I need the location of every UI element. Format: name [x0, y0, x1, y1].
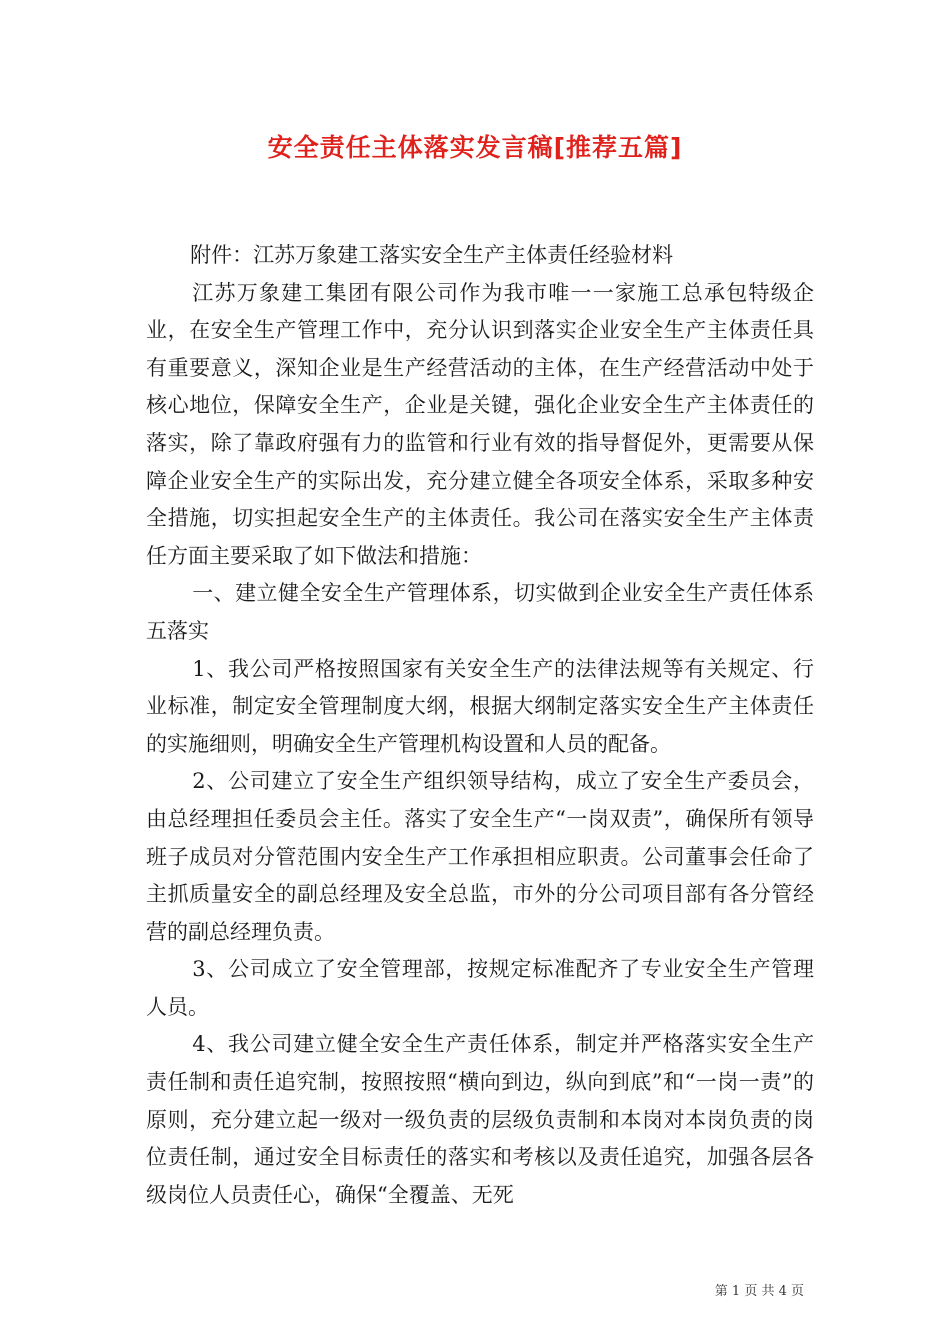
page-number-footer: 第 1 页 共 4 页 [714, 1284, 804, 1299]
paragraph-intro: 江苏万象建工集团有限公司作为我市唯一一家施工总承包特级企业，在安全生产管理工作中，充分认识到落实企业安全生产主体责任具有重要意义，深知企业是生产经营活动的主体，在生产经营活动中处于核心地位，保障安全生产，企业是关键，强化企业安全生产主体责任的落实，除了靠政府强有力的监管和行业有效的指导督促外，更需要从保障企业安全生产的实际出发，充分建立健全各项安全体系，采取多种安全措施，切实担起安全生产的主体责任。我公司在落实安全生产主体责任方面主要采取了如下做法和措施： [146, 280, 814, 568]
paragraph-section-heading: 一、建立健全安全生产管理体系，切实做到企业安全生产责任体系五落实 [146, 581, 814, 643]
paragraph-item-1: 1、我公司严格按照国家有关安全生产的法律法规等有关规定、行业标准，制定安全管理制度大纲，根据大纲制定落实安全生产主体责任的实施细则，明确安全生产管理机构设置和人员的配备。 [146, 656, 814, 756]
paragraph-item-4: 4、我公司建立健全安全生产责任体系，制定并严格落实安全生产责任制和责任追究制，按照按照“横向到边，纵向到底”和“一岗一责”的原则，充分建立起一级对一级负责的层级负责制和本岗对本岗负责的岗位责任制，通过安全目标责任的落实和考核以及责任追究，加强各层各级岗位人员责任心，确保“全覆盖、无死 [146, 1032, 814, 1207]
paragraph-item-2: 2、公司建立了安全生产组织领导结构，成立了安全生产委员会，由总经理担任委员会主任。落实了安全生产“一岗双责”，确保所有领导班子成员对分管范围内安全生产工作承担相应职责。公司董事会任命了主抓质量安全的副总经理及安全总监，市外的分公司项目部有各分管经营的副总经理负责。 [146, 769, 814, 944]
paragraph-annex: 附件：江苏万象建工落实安全生产主体责任经验材料 [190, 243, 674, 267]
paragraph-item-3: 3、公司成立了安全管理部，按规定标准配齐了专业安全生产管理人员。 [146, 957, 814, 1019]
document-title: 安全责任主体落实发言稿[推荐五篇] [267, 133, 683, 162]
document-body [146, 237, 814, 1214]
